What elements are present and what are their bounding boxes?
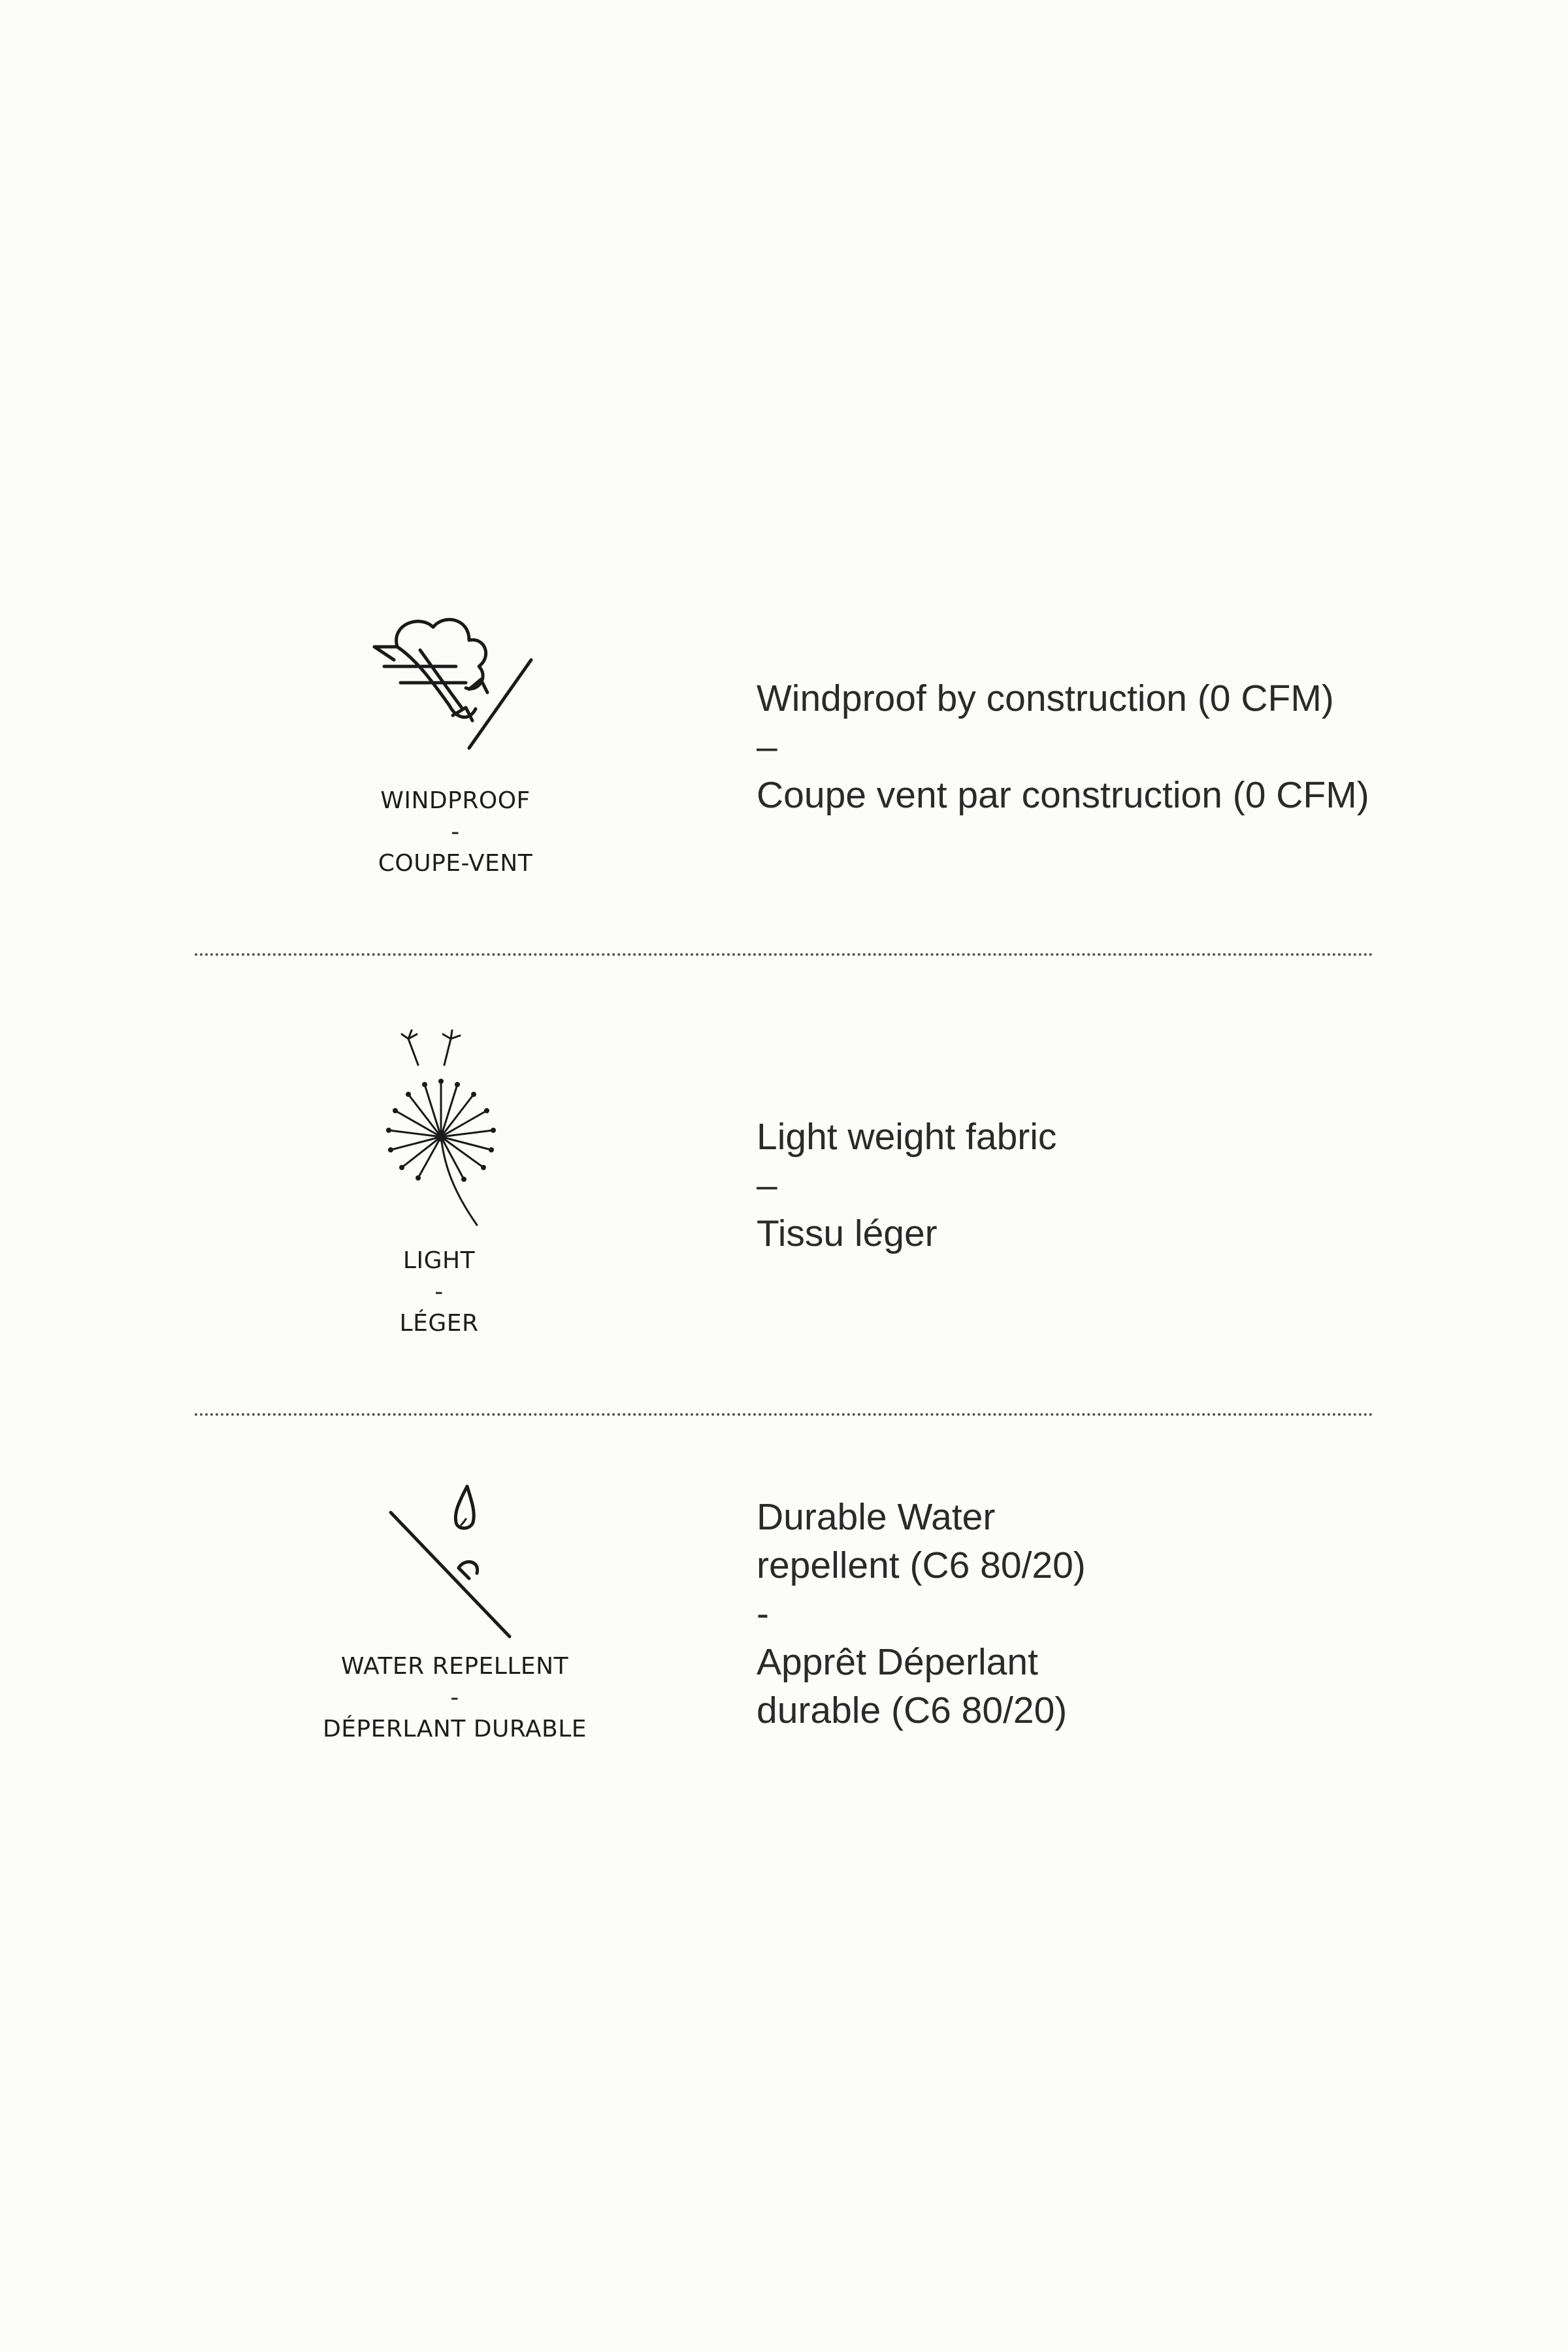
dandelion-icon: [379, 1029, 503, 1232]
dotted-divider: [195, 1413, 1373, 1416]
label-fr: LÉGER: [399, 1310, 479, 1337]
wind-cloud-icon: [371, 611, 534, 755]
label-separator: -: [451, 819, 460, 845]
label-en: LIGHT: [402, 1247, 476, 1274]
water-repellent-label: [291, 1651, 618, 1745]
label-fr: DÉPERLANT DURABLE: [322, 1716, 587, 1742]
desc-line: Coupe vent par construction (0 CFM): [757, 774, 1369, 816]
water-drop-repellent-icon: [385, 1483, 516, 1640]
desc-line: durable (C6 80/20): [757, 1690, 1068, 1731]
windproof-label: [325, 785, 586, 879]
label-en: WINDPROOF: [380, 787, 531, 814]
desc-line: –: [757, 726, 777, 768]
label-separator: -: [450, 1684, 459, 1711]
desc-line: –: [757, 1164, 777, 1206]
dotted-divider: [195, 953, 1373, 956]
desc-line: Windproof by construction (0 CFM): [757, 678, 1334, 719]
windproof-description: [757, 674, 1369, 819]
desc-line: Light weight fabric: [757, 1116, 1057, 1158]
label-separator: -: [434, 1279, 444, 1305]
water-repellent-description: [757, 1493, 1086, 1735]
desc-line: -: [757, 1593, 769, 1635]
light-label: [308, 1245, 570, 1339]
desc-line: Tissu léger: [757, 1213, 938, 1254]
light-description: [757, 1113, 1056, 1258]
label-fr: COUPE-VENT: [378, 850, 533, 877]
desc-line: Apprêt Déperlant: [757, 1641, 1038, 1683]
desc-line: repellent (C6 80/20): [757, 1544, 1086, 1586]
label-en: WATER REPELLENT: [340, 1653, 569, 1680]
desc-line: Durable Water: [757, 1496, 996, 1538]
